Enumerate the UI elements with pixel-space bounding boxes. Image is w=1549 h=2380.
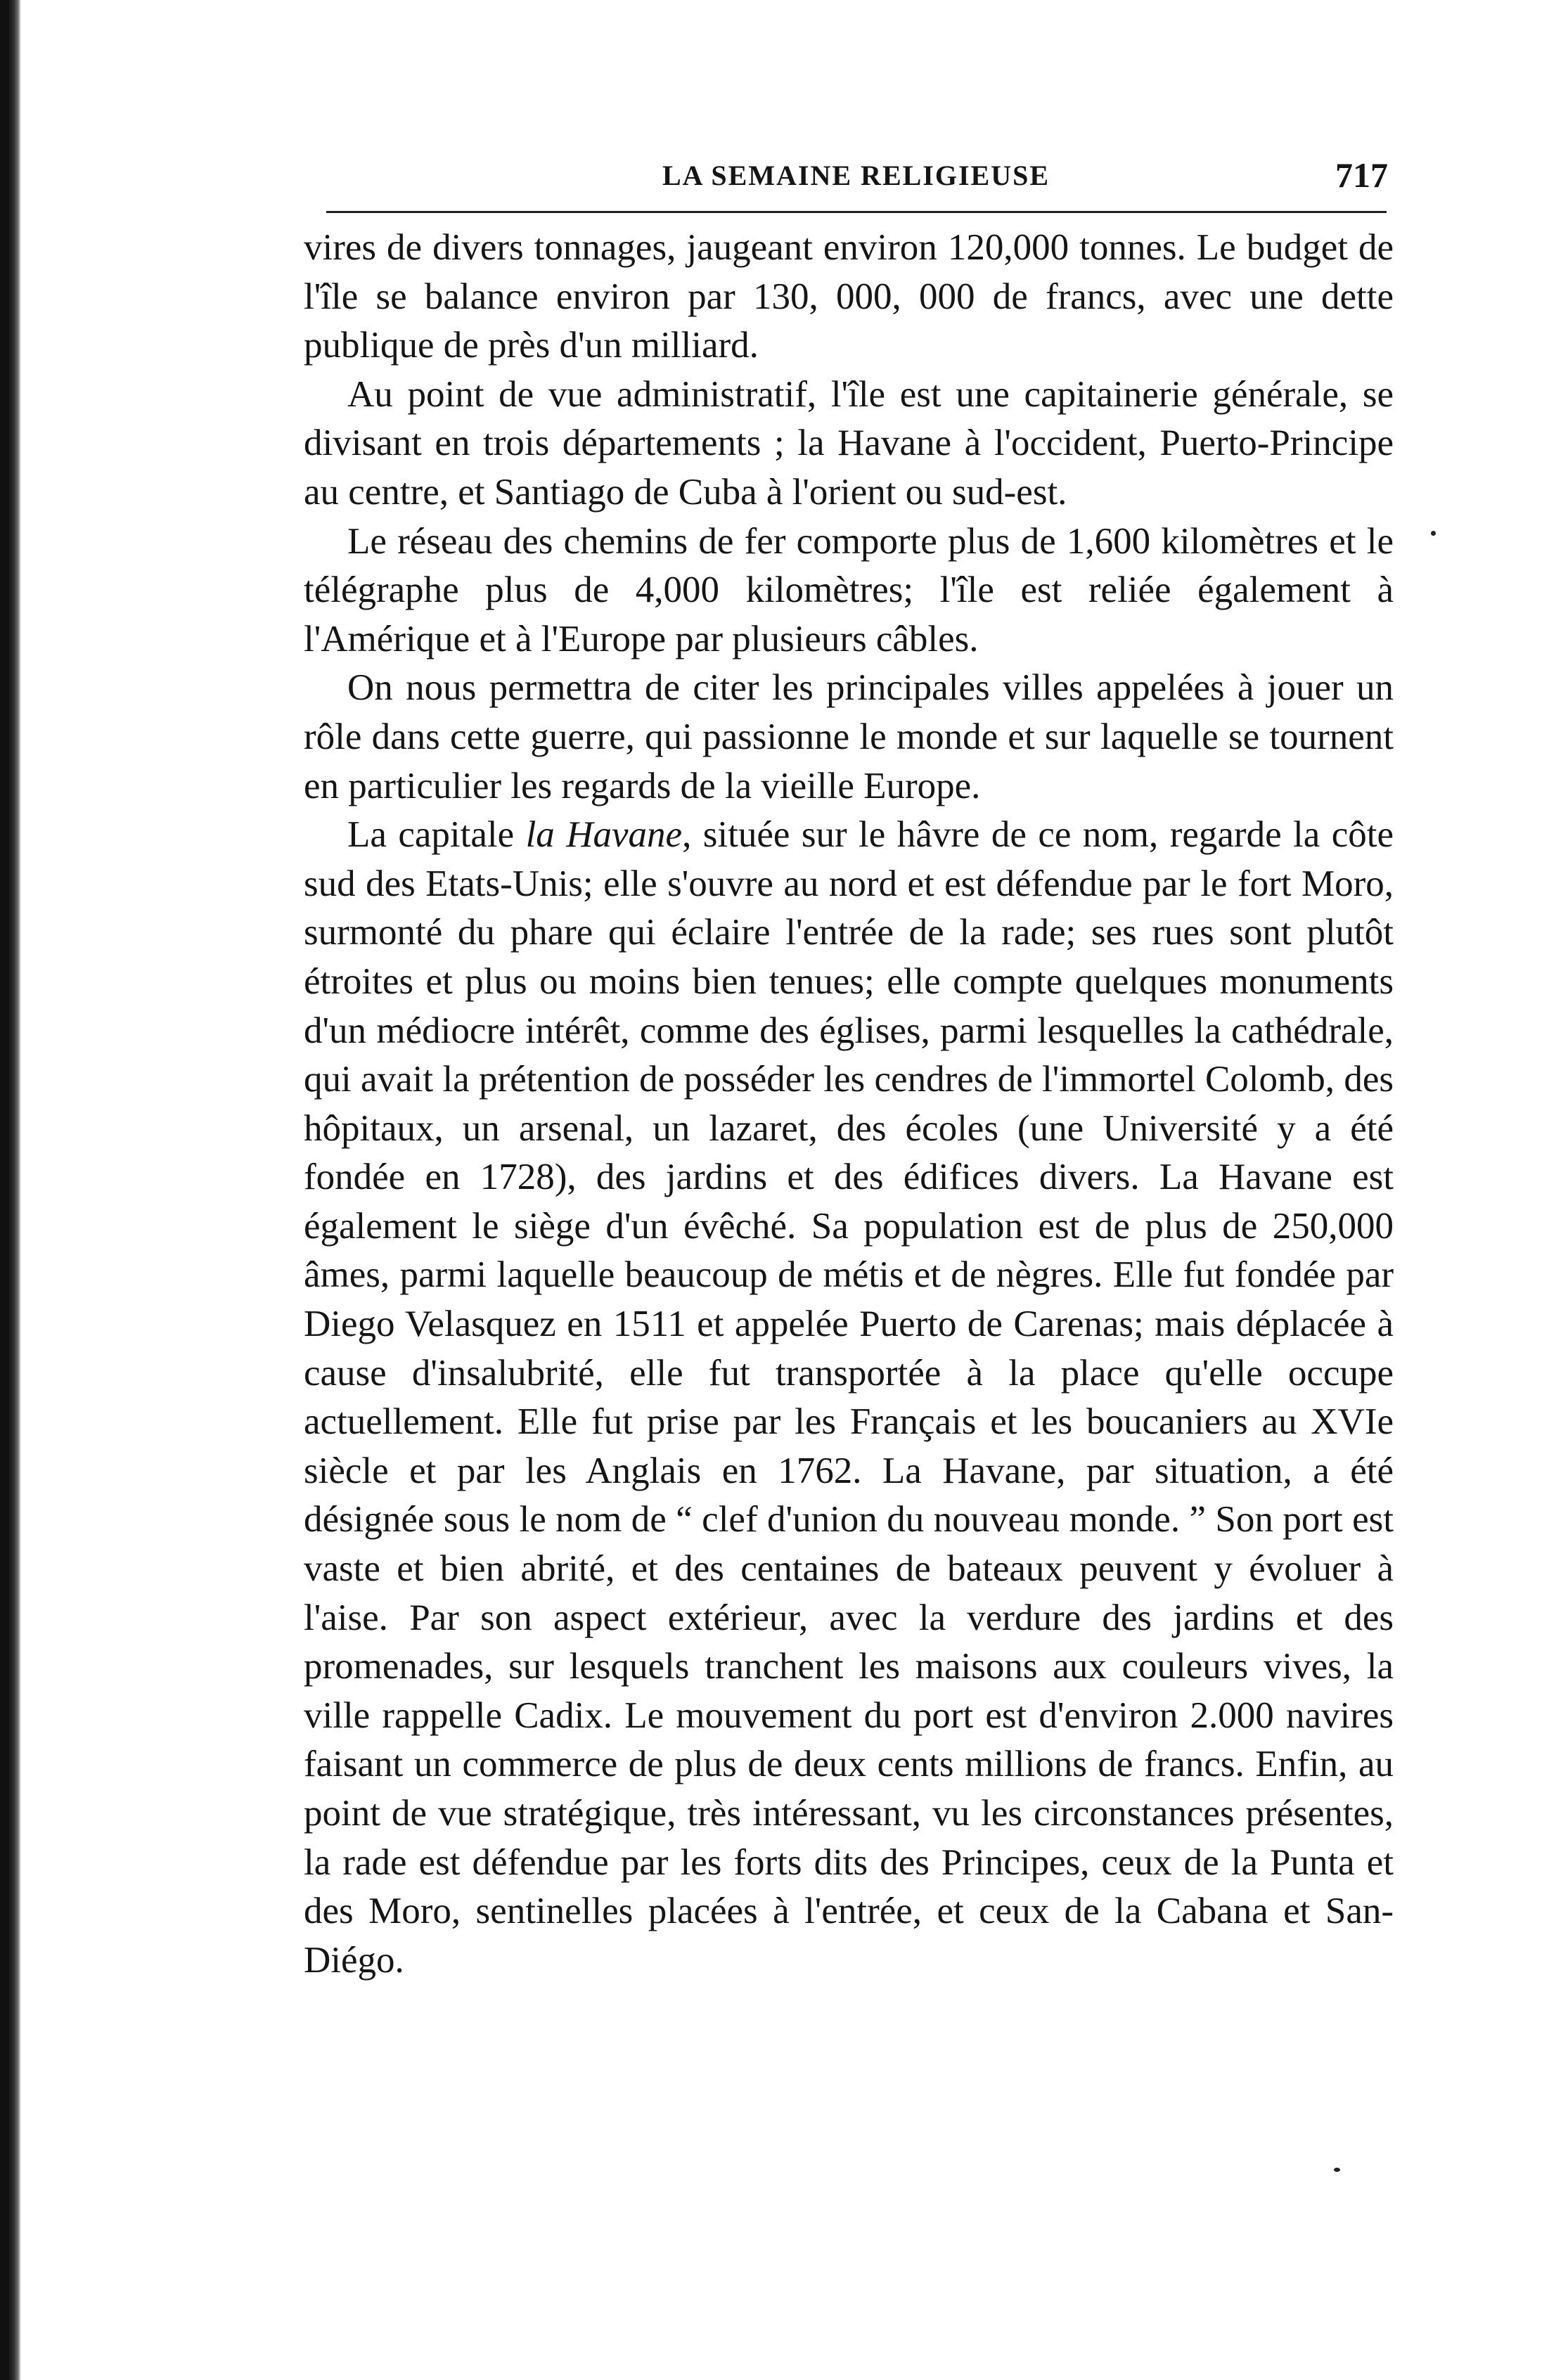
paragraph-budget: vires de divers tonnages, jaugeant environ 120,000 tonnes. Le budget de l'île se balance environ par 130, 000, 000 de francs, avec une dette publique de près d'un milliard. [304, 227, 1394, 366]
havane-italic-name: la Havane [525, 814, 683, 856]
havane-lead: La capitale [347, 814, 526, 856]
header-rule [326, 211, 1387, 213]
print-speck [1431, 531, 1436, 536]
paragraph-havane [304, 811, 1394, 1985]
running-title: LA SEMAINE RELIGIEUSE [662, 160, 1050, 191]
paragraph-railways: Le réseau des chemins de fer comporte plus de 1,600 kilomètres et le télégraphe plus de 4,000 kilomètres; l'île est reliée également à l'Amérique et à l'Europe par plusieurs câbles. [304, 520, 1394, 660]
page-header [304, 155, 1394, 197]
body-text [304, 224, 1394, 1985]
havane-rest: , située sur le hâvre de ce nom, regarde la côte sud des Etats-Unis; elle s'ouvre au nord et est défendue par le fort Moro, surmonté du phare qui éclaire l'entrée de la rade; ses rues sont plutôt étroites et plus ou moins bien tenues; elle compte quelques monuments d'un médiocre intérêt, comme des églises, parmi lesquelles la cathédrale, qui avait la prétention de posséder les cendres de l'immortel Colomb, des hôpitaux, un arsenal, un lazaret, des écoles (une Université y a été fondée en 1728), des jardins et des édifices divers. La Havane est également le siège d'un évêché. Sa population est de plus de 250,000 âmes, parmi laquelle beaucoup de métis et de nègres. Elle fut fondée par Diego Velasquez en 1511 et appelée Puerto de Carenas; mais déplacée à cause d'insalubrité, elle fut transportée à la place qu'elle occupe actuellement. Elle fut prise par les Français et les boucaniers au XVIe siècle et par les Anglais en 1762. La Havane, par situation, a été désignée sous le nom de “ clef d'union du nouveau monde. ” Son port est vaste et bien abrité, et des centaines de bateaux peuvent y évoluer à l'aise. Par son aspect extérieur, avec la verdure des jardins et des promenades, sur lesquels tranchent les maisons aux couleurs vives, la ville rappelle Cadix. Le mouvement du port est d'environ 2.000 navires faisant un commerce de plus de deux cents millions de francs. Enfin, au point de vue stratégique, très intéressant, vu les circonstances présentes, la rade est défendue par les forts dits des Principes, ceux de la Punta et des Moro, sentinelles placées à l'entrée, et ceux de la Cabana et San-Diégo. [304, 814, 1394, 1981]
binding-edge [0, 0, 21, 2380]
paragraph-cities: On nous permettra de citer les principales villes appelées à jouer un rôle dans cette guerre, qui passionne le monde et sur laquelle se tournent en particulier les regards de la vieille Europe. [304, 667, 1394, 806]
paragraph-administration: Au point de vue administratif, l'île est une capitainerie générale, se divisant en trois départements ; la Havane à l'occident, Puerto-Principe au centre, et Santiago de Cuba à l'orient ou sud-est. [304, 373, 1394, 513]
page-number: 717 [1335, 155, 1388, 195]
print-speck [1334, 2168, 1340, 2172]
